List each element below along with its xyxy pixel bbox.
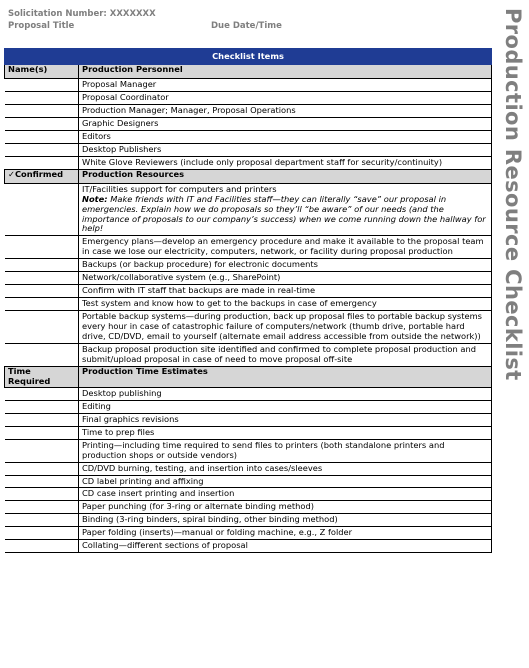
section-left-header: Name(s) bbox=[5, 65, 79, 79]
task-text: Proposal Manager bbox=[82, 79, 157, 89]
task-cell bbox=[79, 439, 492, 462]
entry-cell[interactable] bbox=[5, 475, 79, 488]
task-cell bbox=[79, 272, 492, 285]
entry-cell[interactable] bbox=[5, 439, 79, 462]
checklist-row bbox=[5, 91, 492, 104]
task-cell bbox=[79, 259, 492, 272]
checklist-table bbox=[4, 48, 492, 553]
task-cell bbox=[79, 104, 492, 117]
checklist-row bbox=[5, 285, 492, 298]
checklist-row bbox=[5, 475, 492, 488]
checklist-row bbox=[5, 183, 492, 236]
task-text: Desktop Publishers bbox=[82, 143, 162, 154]
checklist-row bbox=[5, 130, 492, 143]
checklist-row bbox=[5, 527, 492, 540]
entry-cell[interactable] bbox=[5, 259, 79, 272]
task-text: Test system and know how to get to the backups in case of emergency bbox=[82, 298, 377, 309]
checklist-row bbox=[5, 311, 492, 344]
checklist-row bbox=[5, 236, 492, 259]
task-text: Confirm with IT staff that backups are made in real-time bbox=[82, 285, 316, 296]
checklist-row bbox=[5, 514, 492, 527]
entry-cell[interactable] bbox=[5, 130, 79, 143]
section-left-header: ✓Confirmed bbox=[5, 169, 79, 183]
entry-cell[interactable] bbox=[5, 91, 79, 104]
entry-cell[interactable] bbox=[5, 400, 79, 413]
task-text: Emergency plans—develop an emergency procedure and make it available to the proposal team in case we lose our electricity, computers, network, or facility during proposal production bbox=[82, 236, 484, 257]
task-cell bbox=[79, 236, 492, 259]
task-text: Backups (or backup procedure) for electronic documents bbox=[82, 259, 318, 270]
due-date-label: Due Date/Time bbox=[211, 21, 282, 31]
task-text: Paper folding (inserts)—manual or folding machine, e.g., Z folder bbox=[82, 527, 353, 538]
checklist-row bbox=[5, 298, 492, 311]
task-text: Time to prep files bbox=[82, 426, 155, 437]
task-text: Network/collaborative system (e.g., SharePoint) bbox=[82, 272, 281, 283]
task-cell bbox=[79, 143, 492, 156]
entry-cell[interactable] bbox=[5, 387, 79, 400]
checklist-row bbox=[5, 156, 492, 169]
entry-cell[interactable] bbox=[5, 540, 79, 553]
task-text: CD/DVD burning, testing, and insertion into cases/sleeves bbox=[82, 462, 323, 473]
section-left-header: Time Required bbox=[5, 366, 79, 387]
entry-cell[interactable] bbox=[5, 501, 79, 514]
entry-cell[interactable] bbox=[5, 183, 79, 236]
section-header-row bbox=[5, 366, 492, 387]
task-text: CD case insert printing and insertion bbox=[82, 488, 235, 499]
checklist-row bbox=[5, 462, 492, 475]
task-cell bbox=[79, 156, 492, 169]
task-cell bbox=[79, 387, 492, 400]
task-cell bbox=[79, 488, 492, 501]
task-cell bbox=[79, 285, 492, 298]
section-header-row bbox=[5, 169, 492, 183]
task-cell bbox=[79, 514, 492, 527]
entry-cell[interactable] bbox=[5, 104, 79, 117]
task-cell bbox=[79, 298, 492, 311]
entry-cell[interactable] bbox=[5, 236, 79, 259]
proposal-title: Proposal Title bbox=[8, 21, 75, 31]
section-title: Production Resources bbox=[79, 169, 492, 183]
checklist-row bbox=[5, 117, 492, 130]
task-text: Final graphics revisions bbox=[82, 413, 179, 424]
task-cell bbox=[79, 117, 492, 130]
task-cell bbox=[79, 540, 492, 553]
checklist-row bbox=[5, 272, 492, 285]
checklist-row bbox=[5, 439, 492, 462]
task-text: Editing bbox=[82, 400, 111, 411]
checklist-row bbox=[5, 426, 492, 439]
note-label: Note: bbox=[82, 193, 108, 204]
checklist-row bbox=[5, 104, 492, 117]
checklist-row bbox=[5, 387, 492, 400]
entry-cell[interactable] bbox=[5, 298, 79, 311]
task-cell bbox=[79, 426, 492, 439]
checklist-row bbox=[5, 413, 492, 426]
task-text: CD label printing and affixing bbox=[82, 475, 204, 486]
section-header-row bbox=[5, 65, 492, 79]
task-cell bbox=[79, 130, 492, 143]
section-title: Production Personnel bbox=[79, 65, 492, 79]
entry-cell[interactable] bbox=[5, 426, 79, 439]
checklist-row bbox=[5, 259, 492, 272]
checklist-row bbox=[5, 400, 492, 413]
task-text: Proposal Coordinator bbox=[82, 91, 169, 102]
task-cell bbox=[79, 501, 492, 514]
section-title: Production Time Estimates bbox=[79, 366, 492, 387]
task-cell bbox=[79, 79, 492, 92]
entry-cell[interactable] bbox=[5, 488, 79, 501]
entry-cell[interactable] bbox=[5, 311, 79, 344]
entry-cell[interactable] bbox=[5, 514, 79, 527]
task-cell bbox=[79, 400, 492, 413]
entry-cell[interactable] bbox=[5, 285, 79, 298]
solicitation-number: Solicitation Number: XXXXXXX bbox=[8, 9, 156, 19]
task-cell bbox=[79, 413, 492, 426]
checklist-row bbox=[5, 488, 492, 501]
task-cell bbox=[79, 475, 492, 488]
entry-cell[interactable] bbox=[5, 462, 79, 475]
task-text: Paper punching (for 3-ring or alternate binding method) bbox=[82, 501, 314, 512]
checklist-title-row bbox=[5, 49, 492, 65]
task-cell bbox=[79, 91, 492, 104]
task-text: Portable backup systems—during production, back up proposal files to portable backup systems every hour in case of catastrophic failure of computers/network (thumb drive, portable hard drive, CD/DVD, email to yourself (alternate email address accessible from outside the network)) bbox=[82, 311, 483, 342]
entry-cell[interactable] bbox=[5, 527, 79, 540]
task-cell bbox=[79, 527, 492, 540]
entry-cell[interactable] bbox=[5, 143, 79, 156]
checklist-row bbox=[5, 501, 492, 514]
task-text: Backup proposal production site identified and confirmed to complete proposal production and submit/upload proposal in case of need to move proposal off-site bbox=[82, 344, 476, 364]
note-text: Make friends with IT and Facilities staff—they can literally “save” our proposal in emergencies. Explain how we do proposals so they’ll “be aware” of our needs (and the importance of proposals to our company’s success) when we come running down the hallway for help! bbox=[82, 193, 486, 234]
task-cell bbox=[79, 183, 492, 236]
task-text: Collating—different sections of proposal bbox=[82, 540, 248, 551]
checklist-row bbox=[5, 143, 492, 156]
checklist-title: Checklist Items bbox=[5, 49, 492, 65]
side-title: Production Resource Checklist bbox=[501, 8, 525, 381]
task-text: Graphic Designers bbox=[82, 117, 159, 128]
task-text: White Glove Reviewers (include only proposal department staff for security/continuity) bbox=[82, 156, 443, 167]
task-text: Binding (3-ring binders, spiral binding, other binding method) bbox=[82, 514, 338, 525]
entry-cell[interactable] bbox=[5, 413, 79, 426]
checklist-row bbox=[5, 344, 492, 367]
task-text: Editors bbox=[82, 130, 111, 141]
entry-cell[interactable] bbox=[5, 79, 79, 92]
task-text: Desktop publishing bbox=[82, 387, 162, 398]
task-text: Printing—including time required to send files to printers (both standalone printers and production shops or outside vendors) bbox=[82, 439, 445, 460]
task-text: Production Manager; Manager, Proposal Operations bbox=[82, 104, 296, 115]
task-cell bbox=[79, 311, 492, 344]
entry-cell[interactable] bbox=[5, 344, 79, 367]
entry-cell[interactable] bbox=[5, 156, 79, 169]
task-text: IT/Facilities support for computers and printers bbox=[82, 183, 277, 194]
checklist-row bbox=[5, 540, 492, 553]
checklist-row bbox=[5, 79, 492, 92]
entry-cell[interactable] bbox=[5, 117, 79, 130]
entry-cell[interactable] bbox=[5, 272, 79, 285]
task-cell bbox=[79, 344, 492, 367]
task-cell bbox=[79, 462, 492, 475]
